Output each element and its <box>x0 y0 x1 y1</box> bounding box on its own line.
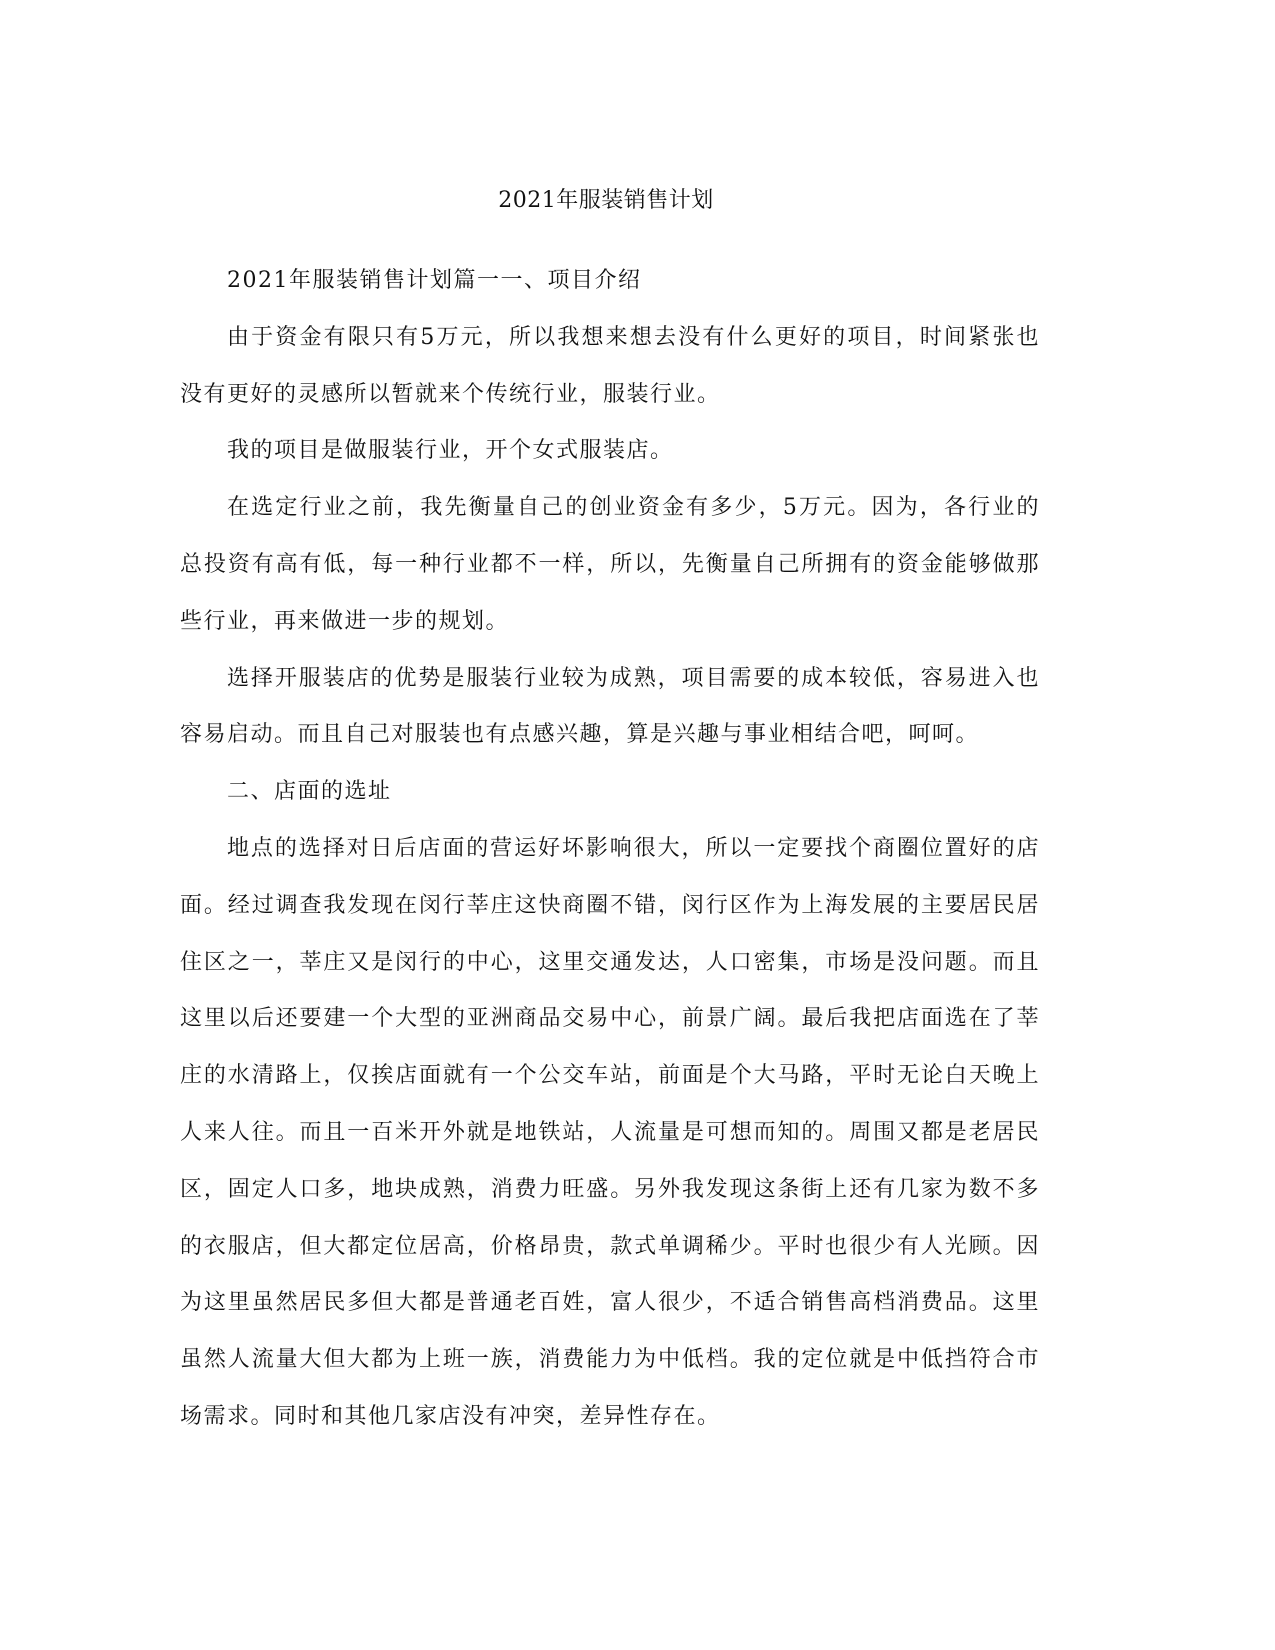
paragraph-location: 地点的选择对日后店面的营运好坏影响很大，所以一定要找个商圈位置好的店面。经过调查我发现在闵行莘庄这快商圈不错，闵行区作为上海发展的主要居民居住区之一，莘庄又是闵行的中心，这里交通发达，人口密集，市场是没问题。而且这里以后还要建一个大型的亚洲商品交易中心，前景广阔。最后我把店面选在了莘庄的水清路上，仅挨店面就有一个公交车站，前面是个大马路，平时无论白天晚上人来人往。而且一百米开外就是地铁站，人流量是可想而知的。周围又都是老居民区，固定人口多，地块成熟，消费力旺盛。另外我发现这条街上还有几家为数不多的衣服店，但大都定位居高，价格昂贵，款式单调稀少。平时也很少有人光顾。因为这里虽然居民多但大都是普通老百姓，富人很少，不适合销售高档消费品。这里虽然人流量大但大都为上班一族，消费能力为中低档。我的定位就是中低挡符合市场需求。同时和其他几家店没有冲突，差异性存在。 <box>180 835 1040 1429</box>
document-title: 2021年服装销售计划 <box>498 188 714 213</box>
paragraph-funding: 由于资金有限只有5万元，所以我想来想去没有什么更好的项目，时间紧张也没有更好的灵感所以暂就来个传统行业，服装行业。 <box>180 324 1040 407</box>
document-body <box>180 253 1040 1446</box>
paragraph-capital: 在选定行业之前，我先衡量自己的创业资金有多少，5万元。因为，各行业的总投资有高有低，每一种行业都不一样，所以，先衡量自己所拥有的资金能够做那些行业，再来做进一步的规划。 <box>180 495 1040 634</box>
paragraph-section-heading-2: 二、店面的选址 <box>227 779 392 805</box>
paragraph-advantage: 选择开服装店的优势是服装行业较为成熟，项目需要的成本较低，容易进入也容易启动。而且自己对服装也有点感兴趣，算是兴趣与事业相结合吧，呵呵。 <box>180 665 1040 748</box>
paragraph-project: 我的项目是做服装行业，开个女式服装店。 <box>227 438 674 464</box>
paragraph-section-heading-1: 2021年服装销售计划篇一一、项目介绍 <box>227 268 642 293</box>
